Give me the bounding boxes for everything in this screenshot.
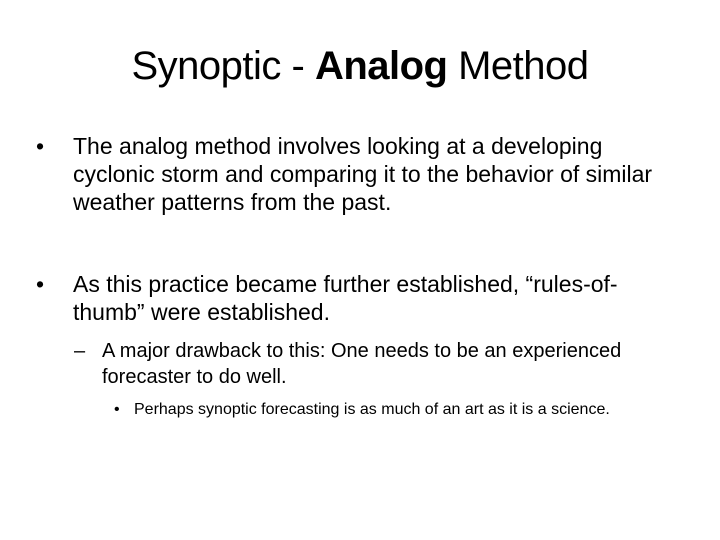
sub-bullet-text: A major drawback to this: One needs to be an experienced forecaster to do well. [102,340,622,388]
title-prefix: Synoptic - [131,44,315,88]
bullet-text: The analog method involves looking at a developing cyclonic storm and comparing it to the behavior of similar weather patterns from the past. [73,133,653,215]
sub-bullet-marker: – [74,340,86,362]
bullet-item-analog-method [36,132,686,216]
bullet-text: As this practice became further established, “rules-of-thumb” were established. [73,271,618,325]
sub-sub-bullet-text: Perhaps synoptic forecasting is as much of an art as it is a science. [134,401,610,418]
sub-sub-bullet-item-art-science [114,399,664,421]
title-suffix: Method [447,44,589,88]
sub-bullet-item-drawback [74,338,674,390]
bullet-marker: • [36,271,45,297]
slide-title [0,40,720,92]
bullet-item-rules-of-thumb [36,270,686,326]
bullet-marker: • [36,133,45,159]
sub-sub-bullet-marker: • [114,401,120,418]
title-emphasis: Analog [314,44,448,88]
